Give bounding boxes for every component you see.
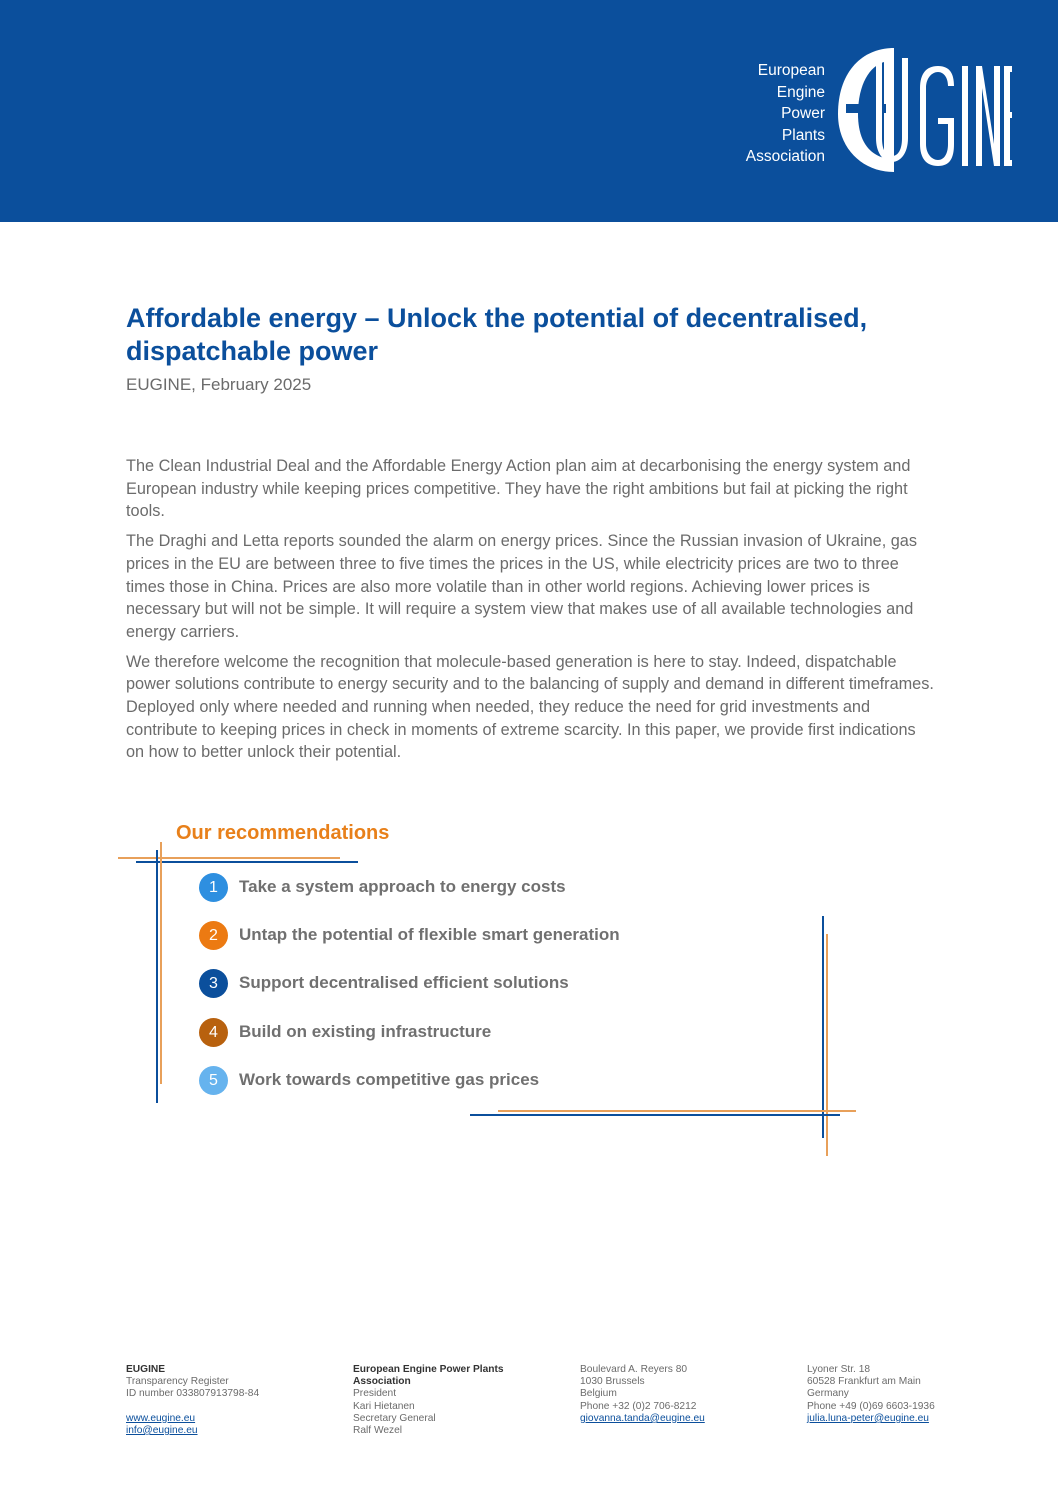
recommendation-label: Untap the potential of flexible smart generation xyxy=(239,925,620,944)
footer-register: Transparency Register xyxy=(126,1376,229,1388)
recommendation-label: Support decentralised efficient solutions xyxy=(239,973,569,992)
frame-line-orange-left xyxy=(160,842,162,1084)
footer-street: Boulevard A. Reyers 80 xyxy=(580,1364,688,1375)
logo-line: Engine xyxy=(776,83,825,101)
logo-line: European xyxy=(757,62,825,79)
footer-country: Belgium xyxy=(580,1388,617,1400)
frame-line-blue-bottom xyxy=(470,1114,840,1116)
footer-col-organisation xyxy=(126,1364,259,1437)
paragraph: The Draghi and Letta reports sounded the alarm on energy prices. Since the Russian invasion of Ukraine, gas prices in the EU are between three to five times the prices in the US, while electricity prices are two to three times those in China. Prices are also more volatile than in other world regions. Achieving lower prices is necessary but will not be simple. It will require a system view that makes use of all available technologies and energy carriers. xyxy=(126,532,917,641)
footer-association-name: Association xyxy=(353,1376,411,1388)
number-badge: 5 xyxy=(199,1066,228,1095)
footer-street: Lyoner Str. 18 xyxy=(807,1364,871,1375)
recommendation-item xyxy=(199,873,799,903)
footer-col-frankfurt xyxy=(807,1364,935,1425)
recommendation-label: Build on existing infrastructure xyxy=(239,1022,492,1041)
recommendation-label: Take a system approach to energy costs xyxy=(239,877,566,896)
footer-country: Germany xyxy=(807,1388,849,1400)
footer-association-name: European Engine Power Plants xyxy=(353,1364,504,1375)
footer-city: 1030 Brussels xyxy=(580,1376,645,1388)
logo-line: Power xyxy=(781,105,825,122)
frankfurt-email-link[interactable]: julia.luna-peter@eugine.eu xyxy=(807,1412,929,1424)
footer-col-brussels xyxy=(580,1364,705,1425)
recommendation-item xyxy=(199,969,799,999)
frame-line-orange-top xyxy=(118,857,340,859)
frame-line-blue-left xyxy=(156,850,158,1103)
footer-person: Kari Hietanen xyxy=(353,1400,415,1412)
website-link[interactable]: www.eugine.eu xyxy=(126,1412,196,1424)
number-badge: 1 xyxy=(199,873,228,902)
footer-org-name: EUGINE xyxy=(126,1364,166,1375)
header-band xyxy=(0,0,1058,222)
number-badge: 2 xyxy=(199,921,228,950)
number-badge: 3 xyxy=(199,969,228,998)
recommendation-item xyxy=(199,1066,799,1096)
eugine-logo-mark xyxy=(832,44,1012,176)
brussels-email-link[interactable]: giovanna.tanda@eugine.eu xyxy=(580,1412,705,1424)
frame-line-orange-bottom xyxy=(498,1110,856,1112)
footer-role: President xyxy=(353,1388,397,1400)
number-badge: 4 xyxy=(199,1018,228,1047)
footer-role: Secretary General xyxy=(353,1412,436,1424)
document-subtitle: EUGINE, February 2025 xyxy=(126,375,312,394)
page-title: Affordable energy – Unlock the potential of decentralised, dispatchable power xyxy=(126,303,868,366)
footer-city: 60528 Frankfurt am Main xyxy=(807,1376,921,1388)
recommendation-item xyxy=(199,1018,799,1048)
footer-person: Ralf Wezel xyxy=(353,1425,403,1437)
frame-line-orange-right xyxy=(826,934,828,1156)
logo-line: Association xyxy=(745,148,825,165)
footer-register-id: ID number 033807913798-84 xyxy=(126,1388,260,1400)
info-email-link[interactable]: info@eugine.eu xyxy=(126,1424,198,1436)
footer-phone: Phone +49 (0)69 6603-1936 xyxy=(807,1400,935,1412)
footer-col-association xyxy=(353,1364,504,1437)
frame-line-blue-top xyxy=(136,861,358,863)
frame-line-blue-right xyxy=(822,916,824,1138)
footer-phone: Phone +32 (0)2 706-8212 xyxy=(580,1400,697,1412)
logo-tagline xyxy=(746,60,825,168)
intro-text xyxy=(126,455,934,771)
logo-line: Plants xyxy=(781,126,825,144)
recommendations-heading: Our recommendations xyxy=(176,822,390,844)
paragraph: We therefore welcome the recognition that molecule-based generation is here to stay. Indeed, dispatchable power solutions contribute to energy security and to the balancing of supply and demand in different timeframes. Deployed only where needed and running when needed, they reduce the need for grid investments and contribute to keeping prices in check in moments of extreme scarcity. In this paper, we provide first indications on how to better unlock their potential. xyxy=(126,652,934,762)
recommendation-item xyxy=(199,921,799,951)
recommendation-label: Work towards competitive gas prices xyxy=(239,1070,540,1089)
paragraph: The Clean Industrial Deal and the Affordable Energy Action plan aim at decarbonising the energy system and European industry while keeping prices competitive. They have the right ambitions but fail at picking the right tools. xyxy=(126,457,911,521)
